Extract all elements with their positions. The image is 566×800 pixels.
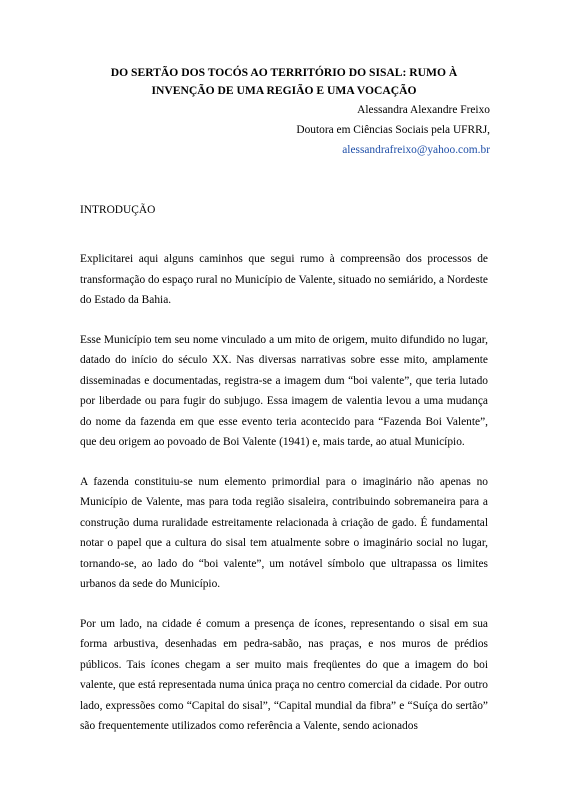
paragraph-4: Por um lado, na cidade é comum a presença de ícones, representando o sisal em sua forma arbustiva, desenhadas em pedra-sabão, nas praças, e nos muros de prédios públicos. Tais ícones chegam a ser muito mais freqüentes do que a imagem do boi valente, que está representada numa única praça no centro comercial da cidade. Por outro lado, expressões como “Capital do sisal”, “Capital mundial da fibra” e “Suíça do sertão” são frequentemente utilizados como referência a Valente, sendo acionados xyxy=(80,617,488,732)
section-heading: INTRODUÇÃO xyxy=(80,204,156,216)
paragraph-2: Esse Município tem seu nome vinculado a um mito de origem, muito difundido no lugar, datado do início do século XX. Nas diversas narrativas sobre esse mito, amplamente disseminadas e documentadas, registra-se a imagem dum “boi valente”, que teria lutado por liberdade ou para fugir do subjugo. Essa imagem de valentia levou a uma mudança do nome da fazenda em que esse evento teria acontecido para “Fazenda Boi Valente”, que deu origem ao povoado de Boi Valente (1941) e, mais tarde, ao atual Município. xyxy=(80,333,488,448)
document-page xyxy=(80,64,488,737)
author-block xyxy=(80,100,490,160)
paragraph-3: A fazenda constituiu-se num elemento primordial para o imaginário não apenas no Município de Valente, mas para toda região sisaleira, contribuindo sobremaneira para a construção duma ruralidade estreitamente relacionada à criação de gado. É fundamental notar o papel que a cultura do sisal tem atualmente sobre o imaginário social no lugar, tornando-se, ao lado do “boi valente”, um notável símbolo que ultrapassa os limites urbanos da sede do Município. xyxy=(80,475,488,590)
author-affiliation: Doutora em Ciências Sociais pela UFRRJ, xyxy=(296,124,490,136)
title-line-2: INVENÇÃO DE UMA REGIÃO E UMA VOCAÇÃO xyxy=(151,84,417,97)
paragraph-1: Explicitarei aqui alguns caminhos que segui rumo à compreensão dos processos de transformação do espaço rural no Município de Valente, situado no semiárido, a Nordeste do Estado da Bahia. xyxy=(80,253,488,306)
title-line-1: DO SERTÃO DOS TOCÓS AO TERRITÓRIO DO SISAL: RUMO À xyxy=(110,66,458,79)
document-title xyxy=(80,64,488,100)
author-name: Alessandra Alexandre Freixo xyxy=(357,104,490,116)
author-email-link[interactable]: alessandrafreixo@yahoo.com.br xyxy=(342,144,490,156)
